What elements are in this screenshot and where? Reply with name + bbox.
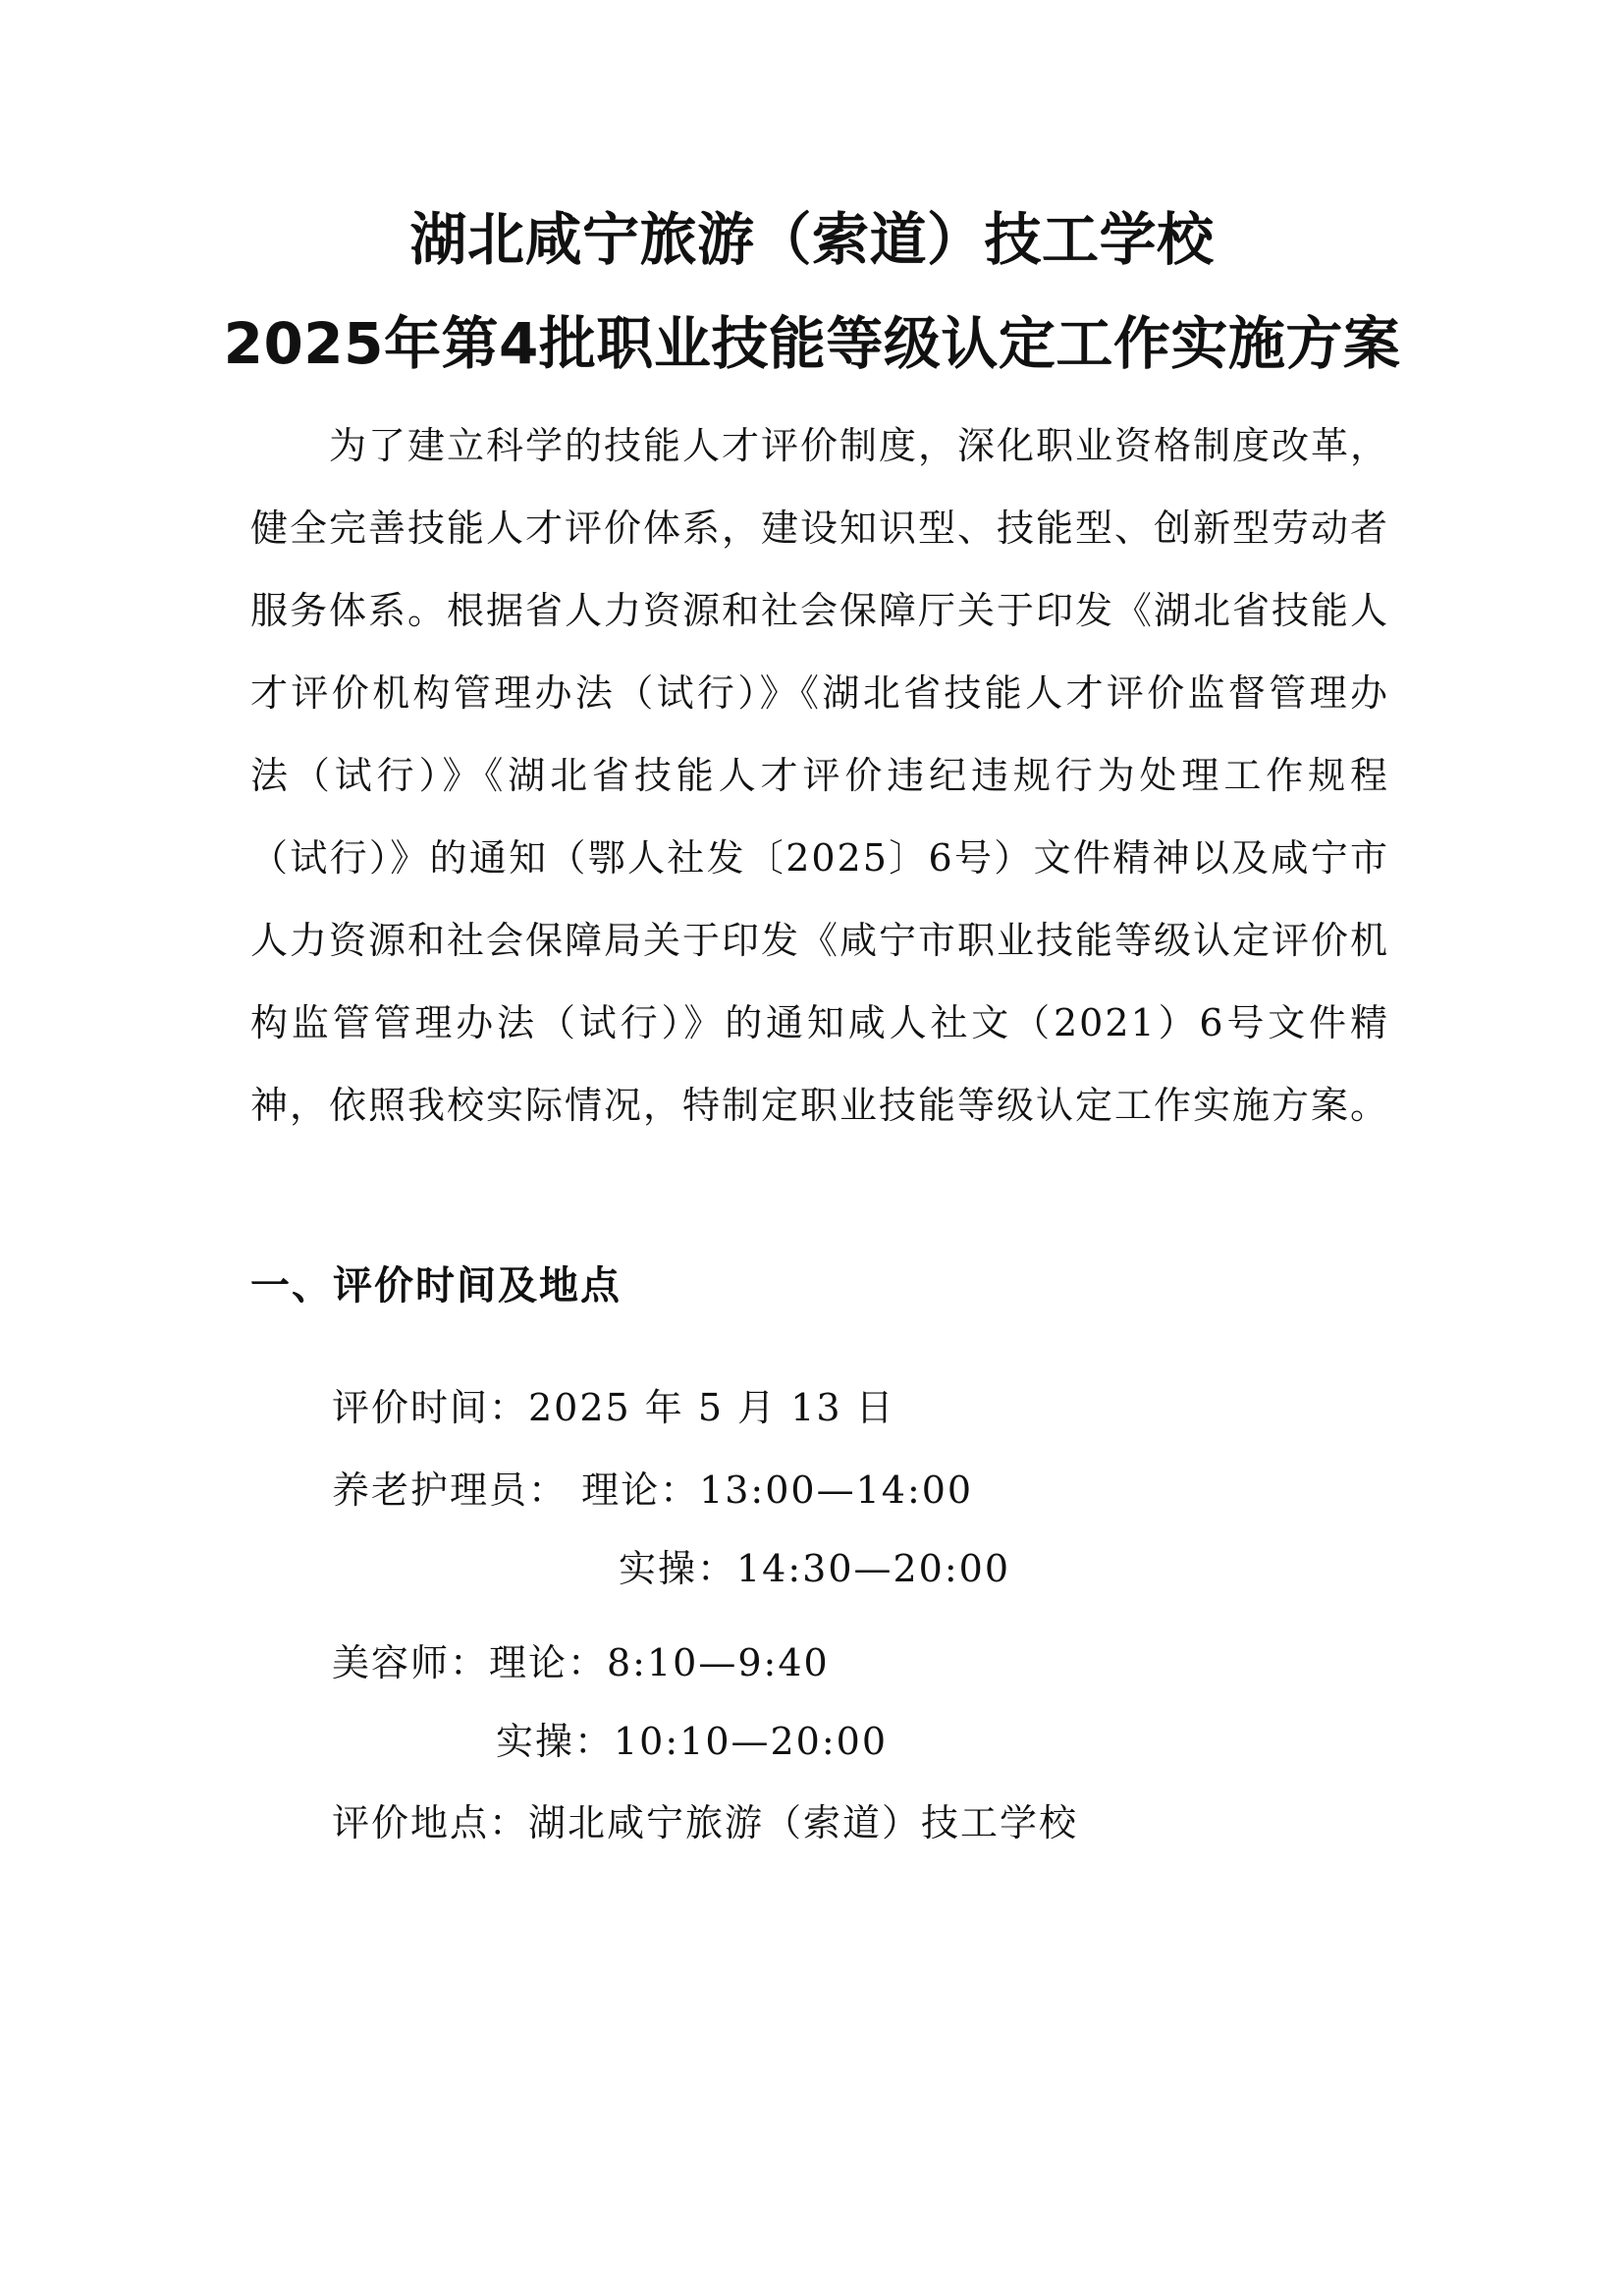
beautician-theory-time: 美容师：理论：8:10—9:40: [332, 1641, 830, 1684]
document-title-school: 湖北咸宁旅游（索道）技工学校: [409, 206, 1215, 273]
evaluation-date: 评价时间：2025 年 5 月 13 日: [332, 1386, 895, 1429]
document-title-plan: 2025年第4批职业技能等级认定工作实施方案: [223, 310, 1401, 377]
elderly-care-practical-time: 实操：14:30—20:00: [619, 1547, 1011, 1590]
beautician-practical-time: 实操：10:10—20:00: [496, 1720, 889, 1763]
elderly-care-theory-time: 养老护理员： 理论：13:00—14:00: [332, 1468, 974, 1512]
section-heading-time-location: 一、评价时间及地点: [250, 1263, 622, 1308]
evaluation-location: 评价地点：湖北咸宁旅游（索道）技工学校: [332, 1801, 1079, 1844]
intro-paragraph: 为了建立科学的技能人才评价制度，深化职业资格制度改革，健全完善技能人才评价体系，建设知识型、技能型、创新型劳动者服务体系。根据省人力资源和社会保障厅关于印发《湖北省技能人才评价机构管理办法（试行）》《湖北省技能人才评价监督管理办法（试行）》《湖北省技能人才评价违纪违规行为处理工作规程（试行）》的通知（鄂人社发〔2025〕6号）文件精神以及咸宁市人力资源和社会保障局关于印发《咸宁市职业技能等级认定评价机构监管管理办法（试行）》的通知咸人社文（2021）6号文件精神，依照我校实际情况，特制定职业技能等级认定工作实施方案。: [250, 424, 1390, 1127]
